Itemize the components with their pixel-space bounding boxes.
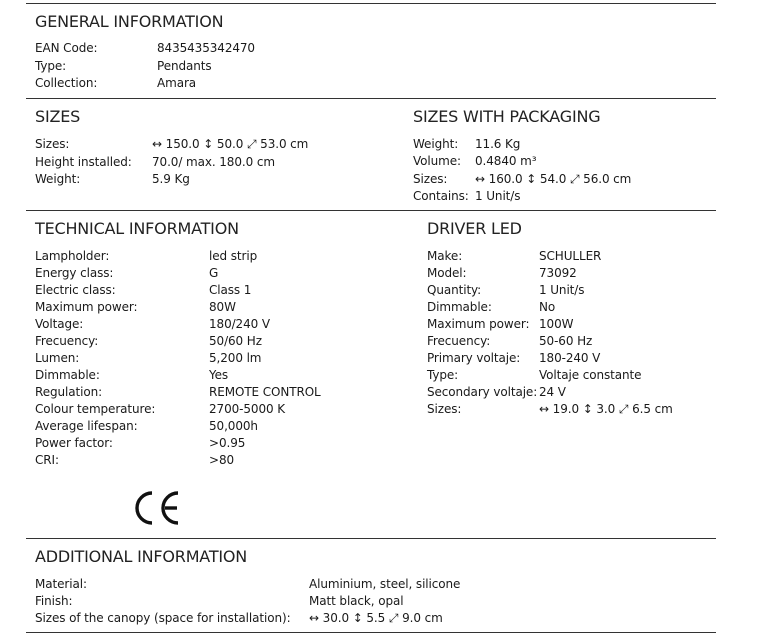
general-row-value: Amara xyxy=(157,76,197,90)
technical-row-value: REMOTE CONTROL xyxy=(209,385,321,399)
additional-row-value: ↔ 30.0 ↕ 5.5 ⤢ 9.0 cm xyxy=(309,611,443,625)
technical-row-value: G xyxy=(209,266,219,280)
packaging-row-label: Weight: xyxy=(413,137,459,151)
packaging-row-label: Sizes: xyxy=(413,172,448,186)
technical-row-label: Lampholder: xyxy=(35,249,110,263)
driver-row-value: No xyxy=(539,300,556,314)
technical-row-value: Class 1 xyxy=(209,283,252,297)
additional-row-value: Matt black, opal xyxy=(309,594,404,608)
packaging-row-value: 0.4840 m³ xyxy=(475,154,537,168)
technical-information-heading: TECHNICAL INFORMATION xyxy=(35,219,239,238)
technical-row-value: Yes xyxy=(209,368,229,382)
technical-row-label: Electric class: xyxy=(35,283,116,297)
general-information-heading: GENERAL INFORMATION xyxy=(35,12,224,31)
driver-row-value: 73092 xyxy=(539,266,577,280)
driver-row-label: Type: xyxy=(427,368,459,382)
technical-row-label: Voltage: xyxy=(35,317,84,331)
technical-row-label: Average lifespan: xyxy=(35,419,138,433)
technical-row-value: >80 xyxy=(209,453,235,467)
divider xyxy=(26,538,716,539)
sizes-with-packaging-heading: SIZES WITH PACKAGING xyxy=(413,107,601,126)
technical-row-label: Dimmable: xyxy=(35,368,100,382)
sizes-row-label: Sizes: xyxy=(35,137,70,151)
technical-row-value: 5,200 lm xyxy=(209,351,262,365)
additional-information-heading: ADDITIONAL INFORMATION xyxy=(35,547,248,566)
technical-row-value: 80W xyxy=(209,300,236,314)
general-row-value: Pendants xyxy=(157,59,212,73)
technical-row-label: Maximum power: xyxy=(35,300,138,314)
driver-led-heading: DRIVER LED xyxy=(427,219,522,238)
packaging-row-value: ↔ 160.0 ↕ 54.0 ⤢ 56.0 cm xyxy=(475,172,632,186)
technical-row-label: CRI: xyxy=(35,453,59,467)
general-row-value: 8435435342470 xyxy=(157,41,255,55)
driver-row-label: Frecuency: xyxy=(427,334,491,348)
general-row-label: EAN Code: xyxy=(35,41,98,55)
technical-row-label: Frecuency: xyxy=(35,334,99,348)
sizes-row-label: Height installed: xyxy=(35,155,132,169)
driver-row-label: Model: xyxy=(427,266,467,280)
divider xyxy=(26,210,716,211)
sizes-heading: SIZES xyxy=(35,107,81,126)
packaging-row-label: Contains: xyxy=(413,189,469,203)
ce-mark-icon xyxy=(132,488,184,528)
additional-row-label: Finish: xyxy=(35,594,73,608)
driver-row-value: 50-60 Hz xyxy=(539,334,593,348)
divider xyxy=(26,632,716,633)
technical-row-label: Power factor: xyxy=(35,436,113,450)
driver-row-value: 1 Unit/s xyxy=(539,283,585,297)
driver-row-value: SCHULLER xyxy=(539,249,602,263)
additional-row-label: Material: xyxy=(35,577,87,591)
general-row-label: Collection: xyxy=(35,76,98,90)
technical-row-value: led strip xyxy=(209,249,258,263)
sizes-row-label: Weight: xyxy=(35,172,81,186)
driver-row-value: 180-240 V xyxy=(539,351,601,365)
technical-row-label: Regulation: xyxy=(35,385,103,399)
driver-row-label: Primary voltaje: xyxy=(427,351,521,365)
driver-row-value: ↔ 19.0 ↕ 3.0 ⤢ 6.5 cm xyxy=(539,402,673,416)
technical-row-label: Energy class: xyxy=(35,266,114,280)
driver-row-value: Voltaje constante xyxy=(539,368,642,382)
divider xyxy=(26,3,716,4)
driver-row-label: Quantity: xyxy=(427,283,482,297)
driver-row-label: Maximum power: xyxy=(427,317,530,331)
divider xyxy=(26,98,716,99)
general-row-label: Type: xyxy=(35,59,67,73)
technical-row-value: 50,000h xyxy=(209,419,258,433)
driver-row-value: 100W xyxy=(539,317,574,331)
technical-row-value: 50/60 Hz xyxy=(209,334,262,348)
additional-row-label: Sizes of the canopy (space for installation): xyxy=(35,611,291,625)
technical-row-value: 180/240 V xyxy=(209,317,270,331)
driver-row-label: Secondary voltaje: xyxy=(427,385,538,399)
driver-row-value: 24 V xyxy=(539,385,566,399)
sizes-row-value: ↔ 150.0 ↕ 50.0 ⤢ 53.0 cm xyxy=(152,137,309,151)
packaging-row-label: Volume: xyxy=(413,154,461,168)
packaging-row-value: 11.6 Kg xyxy=(475,137,521,151)
additional-row-value: Aluminium, steel, silicone xyxy=(309,577,461,591)
driver-row-label: Dimmable: xyxy=(427,300,492,314)
driver-row-label: Make: xyxy=(427,249,463,263)
technical-row-label: Colour temperature: xyxy=(35,402,156,416)
sizes-row-value: 70.0/ max. 180.0 cm xyxy=(152,155,275,169)
packaging-row-value: 1 Unit/s xyxy=(475,189,521,203)
driver-row-label: Sizes: xyxy=(427,402,462,416)
technical-row-label: Lumen: xyxy=(35,351,80,365)
technical-row-value: >0.95 xyxy=(209,436,246,450)
technical-row-value: 2700-5000 K xyxy=(209,402,285,416)
sizes-row-value: 5.9 Kg xyxy=(152,172,190,186)
